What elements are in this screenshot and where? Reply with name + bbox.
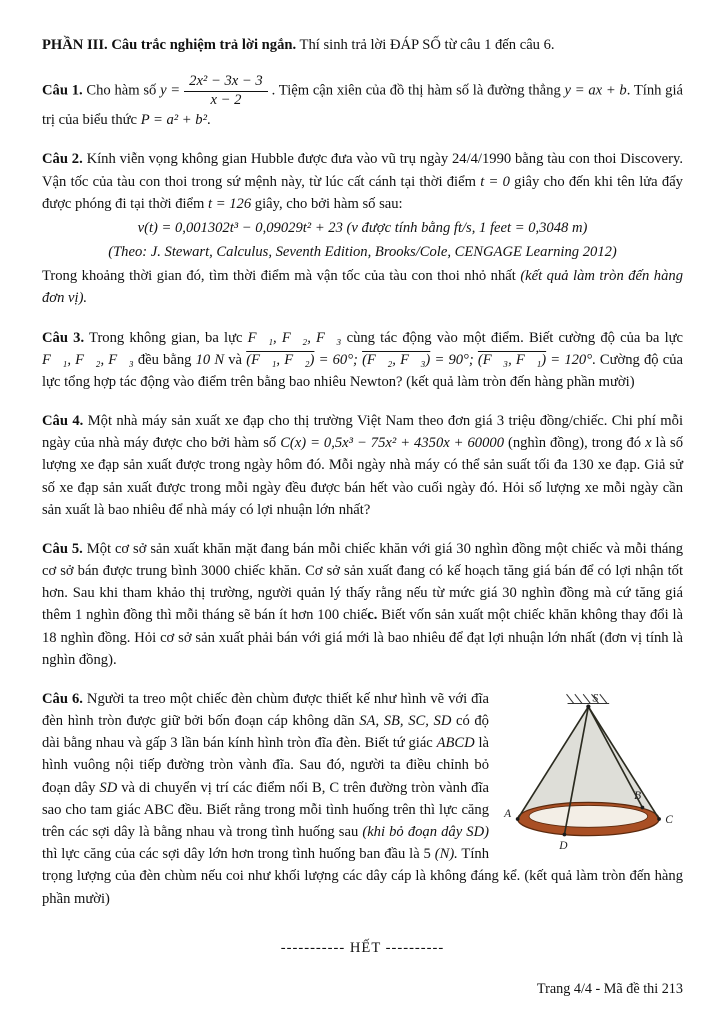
velocity-formula-note: (v được tính bằng ft/s, 1 feet = 0,3048 m): [342, 219, 588, 236]
question-6-text-8: Tính trọng lượng của đèn chùm nếu coi như khối lượng các dây cáp là không đáng kể. (kết quả làm tròn đến hàng phần mười): [42, 846, 683, 907]
question-1: [42, 73, 683, 131]
question-2-rounding-note: (kết quả làm tròn đến hàng đơn vị).: [42, 268, 683, 307]
question-6-text-1: Người ta treo một chiếc đèn chùm được thiết kế như hình vẽ với đĩa đèn hình tròn được giữ bởi bốn đoạn cáp không dãn: [42, 690, 490, 730]
point-label-a: A: [504, 807, 512, 820]
question-2: [42, 148, 683, 309]
question-5-text-2: Biết vốn sản xuất một chiếc khăn không thay đổi là 18 nghìn đồng. Hỏi cơ sở sản xuất phải bán với giá mới là bao nhiêu để đạt lợi nhuận lớn nhất (đơn vị tính là nghìn đồng).: [42, 607, 683, 668]
chandelier-svg: [501, 690, 683, 856]
question-5-bold-c: c.: [367, 607, 378, 624]
cable-SD-name: SD: [99, 779, 118, 796]
velocity-formula-line: [42, 217, 683, 239]
section-title: PHẦN III. Câu trắc nghiệm trả lời ngắn.: [42, 37, 297, 53]
question-6: [42, 688, 683, 910]
question-6-text-3: là hình vuông nội tiếp đường tròn vành đĩa. Sau đó, người ta điều chỉnh bỏ đoạn dây: [42, 735, 489, 796]
question-6-parenthetical: (khi bỏ đoạn dây SD): [362, 823, 489, 840]
cost-function: C(x) = 0,5x³ − 75x² + 4350x + 60000: [280, 435, 504, 452]
chandelier-figure: [501, 690, 683, 856]
formula-line: y = ax + b: [564, 82, 627, 99]
point-C: [657, 817, 661, 821]
question-2-text-2: giây cho đến khi tên lửa đẩy được phóng đi tại thời điểm: [42, 173, 683, 212]
angle-F3F1-value: = 120°: [546, 351, 593, 368]
question-6-text-2: có độ dài bằng nhau và gấp 3 lần bán kính hình tròn đĩa đèn. Biết tứ giác: [42, 713, 489, 752]
angle-F1F2-value: = 60°;: [314, 351, 363, 368]
unit-newton: (N).: [434, 846, 458, 863]
question-6-text-6: thì lực căng của các sợi dây lớn hơn trong tình huống ban đầu là 5: [42, 846, 435, 863]
section-subtitle: Thí sinh trả lời ĐÁP SỐ từ câu 1 đến câu 6.: [296, 37, 555, 53]
question-6-label: Câu 6.: [42, 690, 83, 707]
disk-inner: [529, 805, 648, 827]
formula-t0: t = 0: [480, 173, 510, 190]
question-6-text-4: và di chuyển vị trí các điểm nối B, C trên đường tròn vành đĩa sao cho tam giác ABC đều. Biết rằng trong mỗi tình huống trên thì lực căng trên các sợi dây là bằng nhau và trong tình huống sau: [42, 779, 489, 840]
point-A: [516, 817, 520, 821]
question-4: [42, 410, 683, 521]
point-D: [563, 833, 567, 837]
cables-names: SA, SB, SC, SD: [359, 713, 452, 730]
formula-t126: t = 126: [208, 195, 252, 212]
fraction-numerator: 2x² − 3x − 3: [184, 73, 268, 92]
question-4-text-1: Một nhà máy sản xuất xe đạp cho thị trường Việt Nam theo đơn giá 3 triệu đồng/chiếc. Chi phí mỗi ngày của nhà máy được cho bởi hàm số: [42, 413, 683, 452]
point-S: [586, 705, 590, 709]
formula-y-equals: y =: [160, 82, 181, 99]
question-2-text-1: Kính viễn vọng không gian Hubble được đưa vào vũ trụ ngày 24/4/1990 bằng tàu con thoi Discovery. Vận tốc của tàu con thoi trong sứ mệnh này, từ lúc cất cánh tại thời điểm: [42, 151, 683, 190]
point-label-c: C: [665, 814, 673, 827]
vectors-F123: F⃗₁, F⃗₂, F⃗₃: [247, 329, 342, 346]
velocity-formula: v(t) = 0,001302t³ − 0,09029t² + 23: [137, 219, 343, 236]
question-4-label: Câu 4.: [42, 413, 84, 430]
formula-P: P = a² + b²: [140, 112, 207, 129]
question-1-text-4: .: [206, 112, 211, 129]
question-5: [42, 538, 683, 671]
question-2-continued: [42, 265, 683, 309]
variable-x: x: [645, 435, 652, 452]
point-B: [641, 806, 645, 810]
question-3: [42, 327, 683, 394]
question-1-text-2: . Tiệm cận xiên của đồ thị hàm số là đường thẳng: [271, 82, 565, 99]
fraction: [184, 73, 268, 109]
angle-F3F1: (F⃗₃, F⃗₁): [477, 351, 547, 368]
point-label-b: B: [634, 790, 642, 803]
section-header: [42, 34, 683, 56]
fraction-denominator: x − 2: [210, 91, 242, 108]
point-label-d: D: [559, 840, 568, 853]
point-label-s: S: [592, 692, 599, 705]
question-4-text-3: là số lượng xe đạp sản xuất được trong ngày hôm đó. Mỗi ngày nhà máy có thể sản suất tối đa 130 xe đạp. Giả sử số xe đạp sản xuất được trong mỗi ngày đều được bán hết vào cuối ngày đó. Hỏi số lượng xe mỗi ngày cần sản xuất là bao nhiêu để nhà máy có lợi nhuận lớn nhất?: [42, 435, 683, 518]
page-footer: Trang 4/4 - Mã đề thi 213: [536, 981, 683, 997]
square-ABCD: ABCD: [436, 735, 475, 752]
question-2-label: Câu 2.: [42, 151, 83, 168]
vectors-F123-b: F⃗₁, F⃗₂, F⃗₃: [42, 351, 134, 368]
magnitude-10N: 10 N: [195, 351, 225, 368]
question-3-text-2: cùng tác động vào một điểm. Biết cường độ của ba lực: [341, 329, 684, 346]
angle-F2F3: (F⃗₂, F⃗₃): [362, 351, 431, 368]
ceiling-mount: [567, 694, 610, 703]
question-3-text-4: và: [224, 351, 247, 368]
question-3-text-1: Trong không gian, ba lực: [84, 329, 248, 346]
question-1-text-1: Cho hàm số: [82, 82, 161, 99]
question-3-label: Câu 3.: [42, 329, 85, 346]
question-5-label: Câu 5.: [42, 540, 83, 557]
question-2-text-3: giây, cho bởi hàm số sau:: [251, 195, 403, 212]
question-1-text-3: . Tính giá trị của biểu thức: [42, 82, 684, 129]
question-2-text-4: Trong khoảng thời gian đó, tìm thời điểm mà vận tốc của tàu con thoi nhỏ nhất: [42, 268, 521, 285]
angle-F1F2: (F⃗₁, F⃗₂): [246, 351, 315, 368]
question-5-text-1: Một cơ sở sản xuất khăn mặt đang bán mỗi chiếc khăn với giá 30 nghìn đồng một chiếc và mỗi tháng cơ sở bán được trung bình 3000 chiếc khăn. Cơ sở sản xuất đang có kế hoạch tăng giá bán để có lợi nhận tốt hơn. Sau khi tham khảo thị trường, người quản lý thấy rằng nếu từ mức giá 30 nghìn đồng mà cứ tăng giá thêm 1 nghìn đồng thì mỗi tháng sẽ bán ít hơn 100 chiế: [42, 540, 684, 624]
citation: (Theo: J. Stewart, Calculus, Seventh Edition, Brooks/Cole, CENGAGE Learning 2012): [108, 244, 617, 261]
question-3-text-5: . Cường độ của lực tổng hợp tác động vào điểm trên bằng bao nhiêu Newton? (kết quả làm tròn đến hàng phần mười): [42, 351, 683, 390]
end-mark: ----------- HẾT ----------: [280, 939, 445, 956]
question-4-text-2: (nghìn đồng), trong đó: [504, 435, 646, 452]
angle-F2F3-value: = 90°;: [430, 351, 478, 368]
question-1-label: Câu 1.: [42, 82, 83, 99]
question-3-text-3: đều bằng: [133, 351, 196, 368]
